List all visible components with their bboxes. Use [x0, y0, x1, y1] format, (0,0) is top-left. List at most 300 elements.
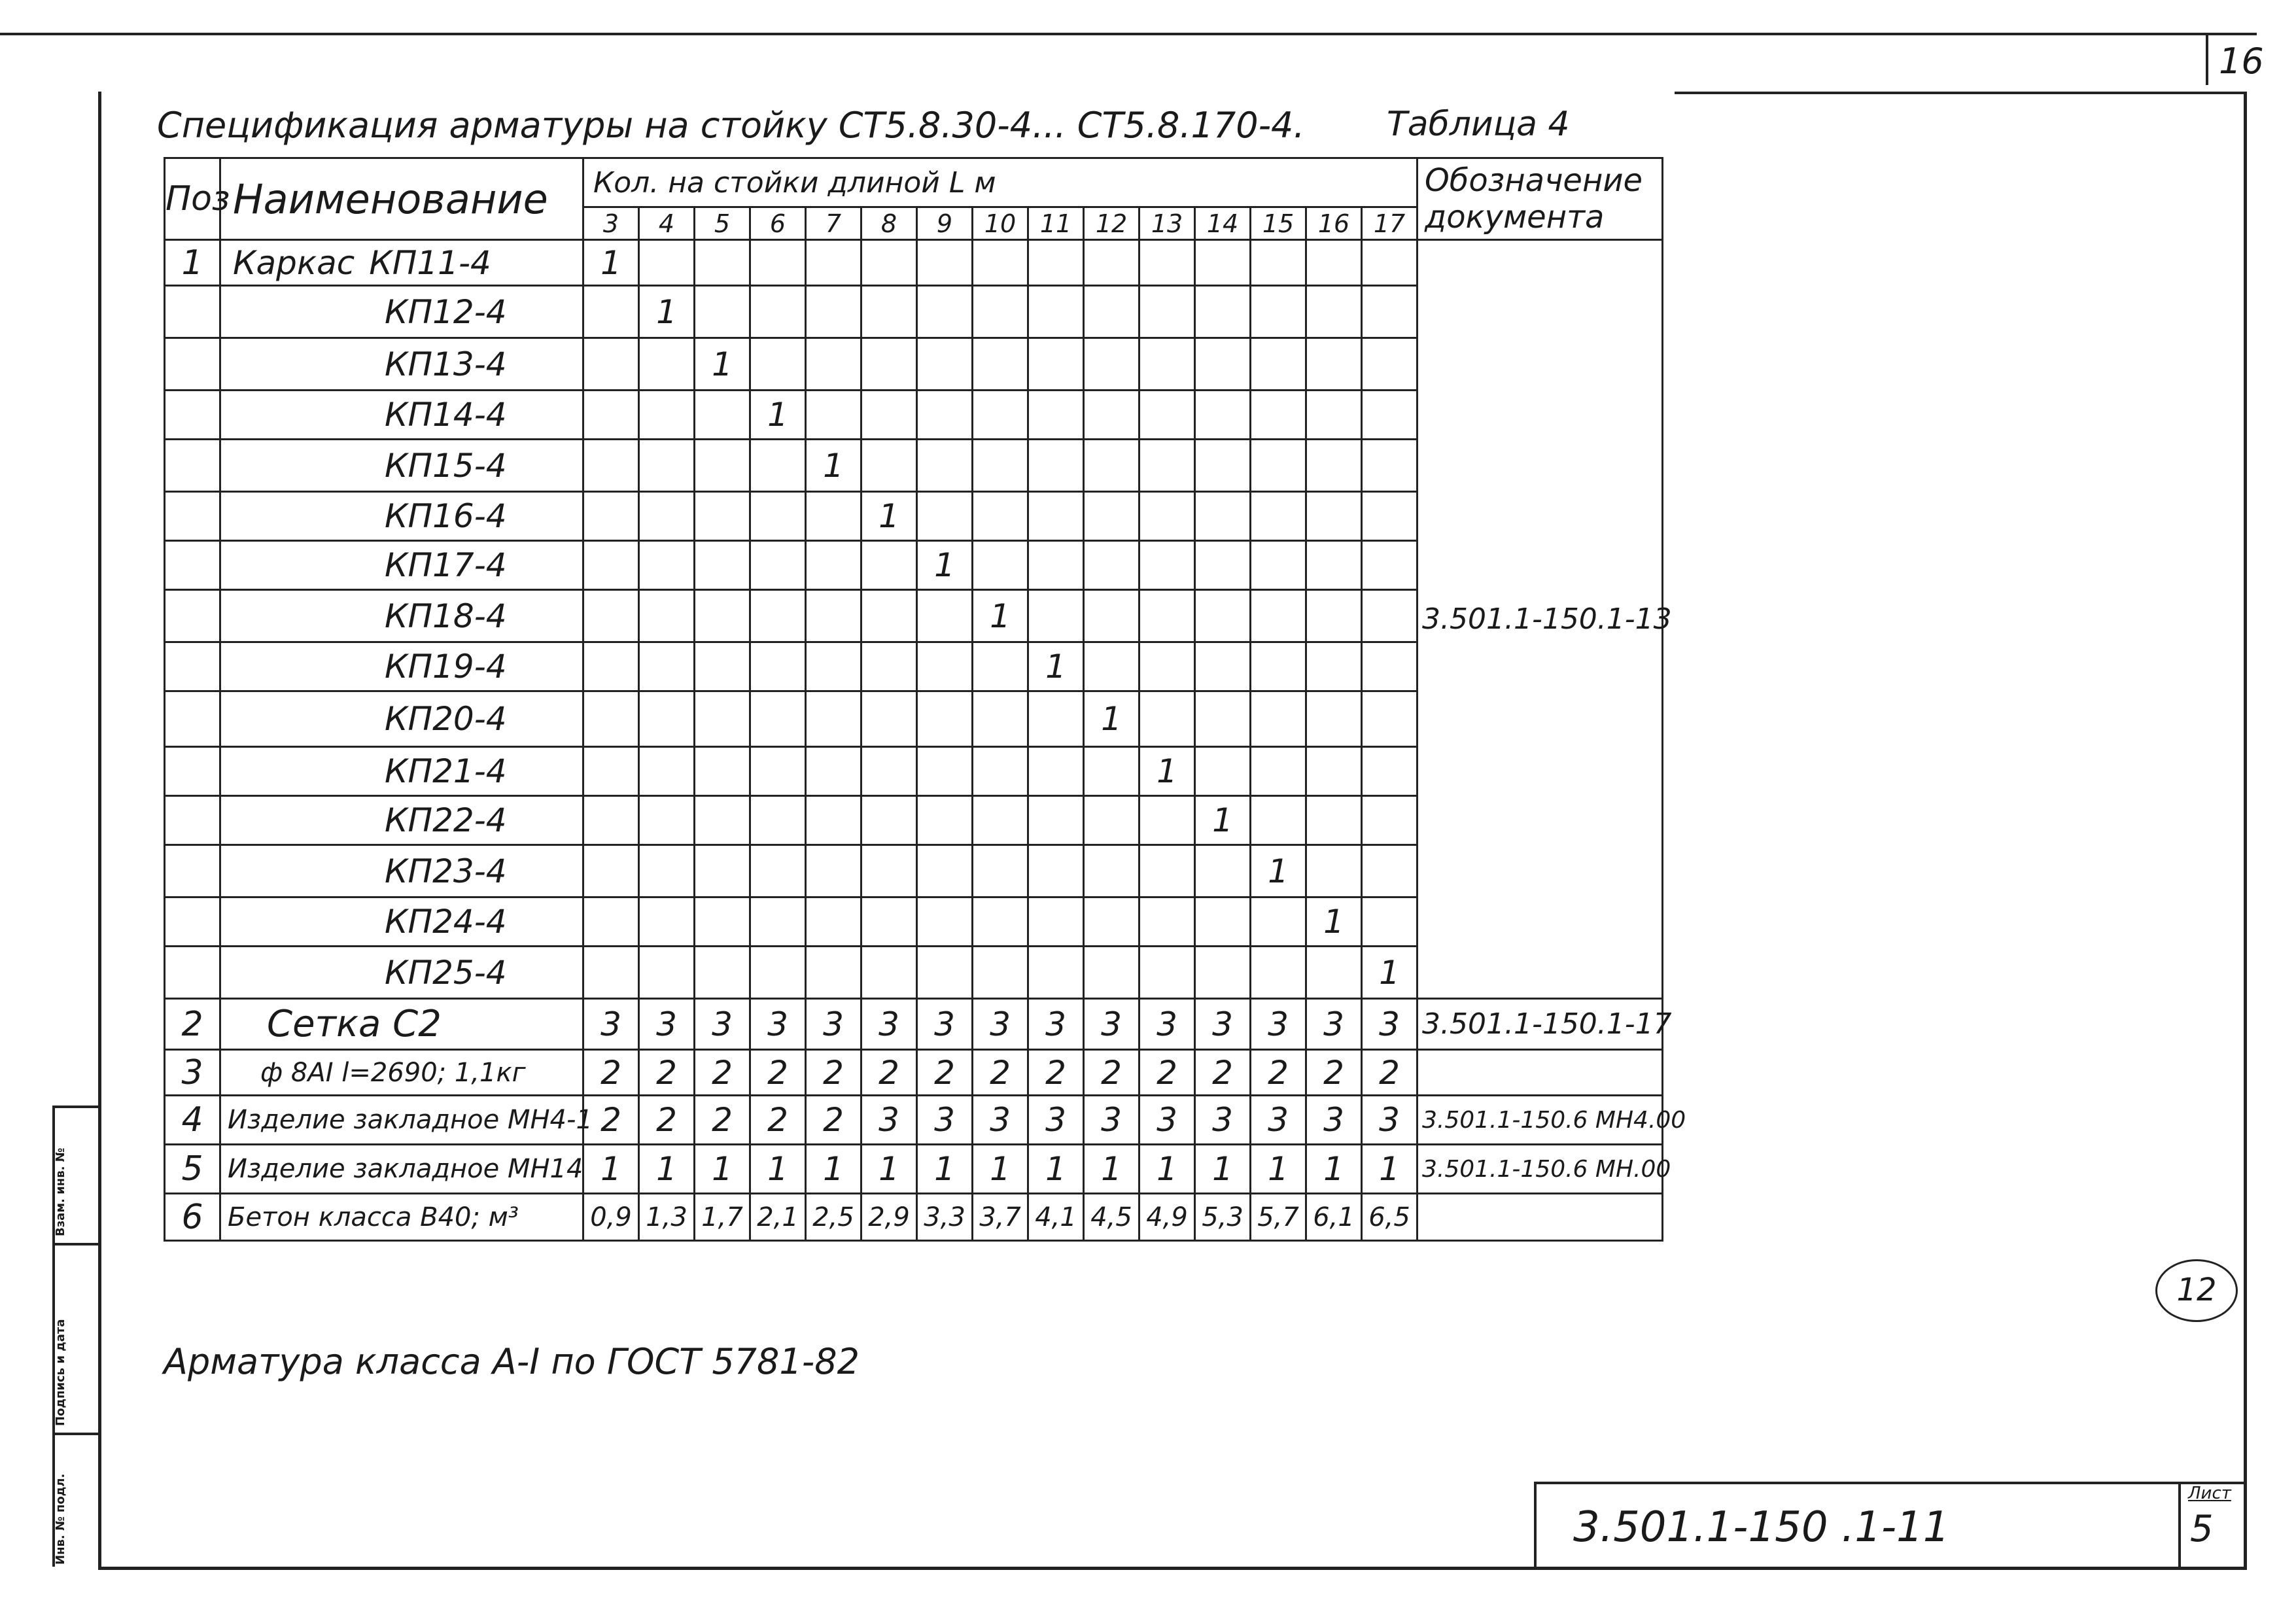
row-value: 3: [973, 999, 1028, 1050]
frame-qty-cell: [750, 642, 806, 691]
row-value: 3: [1139, 999, 1195, 1050]
row-value: 2: [806, 1050, 861, 1096]
frame-document: 3.501.1-150.1-13: [1418, 240, 1663, 999]
frame-qty-cell: [1084, 338, 1139, 391]
frame-qty-cell: [1084, 845, 1139, 897]
frame-qty-cell: [639, 440, 695, 492]
header-document: [1418, 158, 1663, 240]
row-value: 3: [1362, 1096, 1418, 1145]
frame-row: [165, 240, 1663, 286]
frame-qty-cell: [1084, 240, 1139, 286]
frame-qty-cell: [639, 691, 695, 747]
frame-qty-cell: [917, 590, 973, 642]
frame-qty-cell: [806, 845, 861, 897]
frame-mark: КП11-4: [369, 243, 491, 282]
frame-qty-cell: [861, 240, 917, 286]
frame-qty-cell: [1084, 286, 1139, 338]
frame-name: [220, 240, 583, 286]
frame-qty-cell: [583, 691, 639, 747]
frame-qty-cell: [1139, 492, 1195, 541]
row-pos: 4: [165, 1096, 220, 1145]
frame-qty-cell: [973, 492, 1028, 541]
frame-name: [220, 845, 583, 897]
document-code: 3.501.1-150 .1-11: [1573, 1503, 1950, 1552]
header-name: Наименование: [220, 158, 583, 240]
frame-qty-cell: [1362, 240, 1418, 286]
row-value: 1: [750, 1145, 806, 1194]
frame-qty-cell: [1028, 796, 1084, 845]
frame-pos: [165, 492, 220, 541]
frame-qty-cell: [1084, 796, 1139, 845]
row-value: 2: [750, 1096, 806, 1145]
length-col-12: 12: [1084, 207, 1139, 240]
frame-qty-cell: [917, 440, 973, 492]
row-value: 2: [583, 1050, 639, 1096]
frame-qty-cell: [861, 947, 917, 999]
frame-qty-cell: [806, 338, 861, 391]
frame-qty-cell: 1: [1028, 642, 1084, 691]
frame-qty-cell: [861, 338, 917, 391]
frame-mark: КП22-4: [385, 801, 507, 839]
row-value: 3: [1195, 999, 1251, 1050]
frame-name: [220, 691, 583, 747]
frame-pos: [165, 286, 220, 338]
frame-mark: КП21-4: [385, 752, 507, 790]
frame-qty-cell: [639, 492, 695, 541]
frame-qty-cell: [861, 796, 917, 845]
frame-qty-cell: [806, 691, 861, 747]
frame-qty-cell: [750, 338, 806, 391]
frame-qty-cell: [861, 691, 917, 747]
row-value: 1,3: [639, 1194, 695, 1241]
row-value: 1: [639, 1145, 695, 1194]
frame-qty-cell: [973, 391, 1028, 440]
frame-qty-cell: [973, 897, 1028, 947]
frame-qty-cell: [1306, 440, 1362, 492]
frame-qty-cell: [695, 947, 750, 999]
frame-name: [220, 440, 583, 492]
frame-qty-cell: [1084, 747, 1139, 796]
row-value: 1: [695, 1145, 750, 1194]
length-col-3: 3: [583, 207, 639, 240]
row-pos: 2: [165, 999, 220, 1050]
frame-qty-cell: [1251, 590, 1306, 642]
row-value: 1: [973, 1145, 1028, 1194]
frame-qty-cell: [695, 541, 750, 590]
row-value: 1,7: [695, 1194, 750, 1241]
frame-qty-cell: [1028, 492, 1084, 541]
frame-name: [220, 286, 583, 338]
row-value: 3: [583, 999, 639, 1050]
frame-qty-cell: [1362, 492, 1418, 541]
row-value: 3: [695, 999, 750, 1050]
frame-pos: [165, 747, 220, 796]
frame-pos: 1: [165, 240, 220, 286]
frame-qty-cell: [1362, 440, 1418, 492]
frame-group-label: Каркас: [233, 243, 355, 282]
stamp-line-2: [52, 1243, 98, 1245]
stamp-label-inventory: Инв. № подл.: [54, 1473, 67, 1565]
length-col-5: 5: [695, 207, 750, 240]
frame-qty-cell: [1306, 338, 1362, 391]
frame-qty-cell: [917, 747, 973, 796]
frame-name: [220, 338, 583, 391]
frame-qty-cell: [1362, 642, 1418, 691]
frame-qty-cell: [1195, 947, 1251, 999]
frame-mark: КП16-4: [385, 497, 507, 535]
row-value: 2,9: [861, 1194, 917, 1241]
frame-top-right-line: [1675, 92, 2244, 94]
row-value: 2: [973, 1050, 1028, 1096]
row-value: 4,1: [1028, 1194, 1084, 1241]
frame-mark: КП23-4: [385, 852, 507, 890]
frame-qty-cell: [750, 240, 806, 286]
frame-qty-cell: [917, 796, 973, 845]
frame-qty-cell: [1028, 391, 1084, 440]
frame-mark: КП20-4: [385, 700, 507, 738]
frame-qty-cell: [583, 845, 639, 897]
frame-qty-cell: [1362, 338, 1418, 391]
frame-qty-cell: [973, 691, 1028, 747]
frame-qty-cell: [1084, 590, 1139, 642]
frame-qty-cell: [583, 440, 639, 492]
frame-qty-cell: [1306, 691, 1362, 747]
frame-qty-cell: [695, 590, 750, 642]
frame-qty-cell: [973, 240, 1028, 286]
frame-qty-cell: [583, 391, 639, 440]
row-value: 3: [1362, 999, 1418, 1050]
frame-qty-cell: [1084, 897, 1139, 947]
row-document: [1418, 1194, 1663, 1241]
frame-qty-cell: [639, 391, 695, 440]
row-value: 0,9: [583, 1194, 639, 1241]
row-value: 2: [750, 1050, 806, 1096]
frame-qty-cell: [1251, 440, 1306, 492]
frame-qty-cell: [917, 492, 973, 541]
frame-qty-cell: [1084, 391, 1139, 440]
frame-qty-cell: [1195, 691, 1251, 747]
frame-qty-cell: [1139, 642, 1195, 691]
sheet-number-divider: [2206, 33, 2208, 85]
frame-qty-cell: [917, 286, 973, 338]
frame-qty-cell: [1028, 541, 1084, 590]
frame-qty-cell: [1139, 691, 1195, 747]
frame-qty-cell: [639, 541, 695, 590]
reinforcement-note: Арматура класса А-I по ГОСТ 5781-82: [164, 1341, 860, 1382]
row-value: 2,1: [750, 1194, 806, 1241]
row-value: 3: [639, 999, 695, 1050]
frame-qty-cell: [583, 492, 639, 541]
frame-qty-cell: [639, 338, 695, 391]
frame-qty-cell: 1: [973, 590, 1028, 642]
frame-qty-cell: [1028, 897, 1084, 947]
row-pos: 3: [165, 1050, 220, 1096]
frame-mark: КП18-4: [385, 597, 507, 635]
frame-qty-cell: [750, 747, 806, 796]
spec-row: [165, 1050, 1663, 1096]
frame-qty-cell: [861, 897, 917, 947]
row-name: Бетон класса В40; м³: [220, 1194, 583, 1241]
frame-qty-cell: [1084, 541, 1139, 590]
frame-qty-cell: [1028, 286, 1084, 338]
frame-qty-cell: [1139, 338, 1195, 391]
frame-qty-cell: [639, 845, 695, 897]
frame-qty-cell: [1195, 492, 1251, 541]
frame-qty-cell: [1084, 642, 1139, 691]
header-pos: Поз: [165, 158, 220, 240]
row-value: 3: [1084, 1096, 1139, 1145]
row-value: 3: [1028, 999, 1084, 1050]
frame-qty-cell: [750, 541, 806, 590]
frame-qty-cell: [583, 747, 639, 796]
spec-row: [165, 1194, 1663, 1241]
frame-qty-cell: [1195, 338, 1251, 391]
row-value: 3: [750, 999, 806, 1050]
frame-mark: КП24-4: [385, 903, 507, 941]
row-value: 2: [1251, 1050, 1306, 1096]
frame-qty-cell: [1251, 897, 1306, 947]
frame-qty-cell: [1028, 338, 1084, 391]
frame-qty-cell: [695, 286, 750, 338]
row-value: 1: [583, 1145, 639, 1194]
frame-qty-cell: [1139, 845, 1195, 897]
frame-mark: КП13-4: [385, 345, 507, 383]
frame-qty-cell: [1251, 947, 1306, 999]
row-value: 3: [1251, 999, 1306, 1050]
frame-qty-cell: [806, 391, 861, 440]
length-col-14: 14: [1195, 207, 1251, 240]
row-document: [1418, 1050, 1663, 1096]
frame-qty-cell: [1139, 286, 1195, 338]
frame-qty-cell: [973, 338, 1028, 391]
frame-qty-cell: [695, 642, 750, 691]
frame-qty-cell: [861, 541, 917, 590]
frame-qty-cell: [1195, 391, 1251, 440]
frame-qty-cell: [973, 541, 1028, 590]
frame-qty-cell: [695, 747, 750, 796]
frame-qty-cell: [1195, 440, 1251, 492]
frame-qty-cell: [861, 845, 917, 897]
frame-qty-cell: [861, 440, 917, 492]
row-value: 3: [1195, 1096, 1251, 1145]
frame-pos: [165, 947, 220, 999]
row-document: 3.501.1-150.6 МН4.00: [1418, 1096, 1663, 1145]
frame-qty-cell: [1362, 796, 1418, 845]
row-value: 3: [1139, 1096, 1195, 1145]
frame-left-line: [98, 92, 101, 1567]
frame-qty-cell: [1195, 747, 1251, 796]
frame-qty-cell: 1: [1251, 845, 1306, 897]
frame-qty-cell: [1195, 642, 1251, 691]
frame-qty-cell: [1362, 590, 1418, 642]
row-name: Изделие закладное МН14: [220, 1145, 583, 1194]
table-caption: Спецификация арматуры на стойку СТ5.8.30-4... СТ5.8.170-4.: [157, 105, 1305, 146]
row-value: 2,5: [806, 1194, 861, 1241]
frame-qty-cell: [861, 747, 917, 796]
frame-qty-cell: [973, 747, 1028, 796]
sheet-label: Лист: [2188, 1484, 2231, 1503]
frame-qty-cell: [917, 642, 973, 691]
frame-qty-cell: 1: [695, 338, 750, 391]
frame-qty-cell: [806, 796, 861, 845]
frame-qty-cell: 1: [1306, 897, 1362, 947]
sheet-number: 16: [2219, 41, 2264, 82]
frame-qty-cell: [1306, 541, 1362, 590]
frame-mark: КП14-4: [385, 396, 507, 434]
frame-qty-cell: [917, 691, 973, 747]
frame-qty-cell: [1139, 440, 1195, 492]
row-document: 3.501.1-150.1-17: [1418, 999, 1663, 1050]
frame-name: [220, 796, 583, 845]
row-value: 3: [973, 1096, 1028, 1145]
frame-qty-cell: 1: [861, 492, 917, 541]
spec-row: [165, 1096, 1663, 1145]
row-value: 3: [806, 999, 861, 1050]
frame-mark: КП19-4: [385, 648, 507, 686]
frame-qty-cell: [973, 440, 1028, 492]
row-value: 6,5: [1362, 1194, 1418, 1241]
frame-qty-cell: [583, 642, 639, 691]
frame-right-line: [2244, 92, 2247, 1567]
frame-qty-cell: [861, 391, 917, 440]
frame-pos: [165, 642, 220, 691]
row-value: 1: [861, 1145, 917, 1194]
frame-qty-cell: [973, 286, 1028, 338]
frame-name: [220, 642, 583, 691]
row-value: 3: [861, 1096, 917, 1145]
row-value: 2: [695, 1096, 750, 1145]
frame-qty-cell: [750, 897, 806, 947]
frame-qty-cell: [1251, 796, 1306, 845]
row-value: 2: [1084, 1050, 1139, 1096]
frame-qty-cell: [583, 897, 639, 947]
frame-qty-cell: [806, 947, 861, 999]
frame-pos: [165, 590, 220, 642]
top-border-line: [0, 33, 2257, 35]
frame-qty-cell: [917, 338, 973, 391]
row-pos: 5: [165, 1145, 220, 1194]
row-value: 2: [917, 1050, 973, 1096]
frame-qty-cell: [750, 691, 806, 747]
spec-row: [165, 1145, 1663, 1194]
length-col-6: 6: [750, 207, 806, 240]
header-row: [165, 158, 1663, 207]
frame-qty-cell: [1084, 947, 1139, 999]
sheet-value: 5: [2190, 1508, 2214, 1550]
length-col-4: 4: [639, 207, 695, 240]
frame-qty-cell: [583, 590, 639, 642]
row-value: 4,5: [1084, 1194, 1139, 1241]
frame-qty-cell: [695, 240, 750, 286]
frame-qty-cell: [1028, 747, 1084, 796]
frame-qty-cell: [1251, 286, 1306, 338]
row-value: 6,1: [1306, 1194, 1362, 1241]
frame-qty-cell: [917, 845, 973, 897]
frame-qty-cell: [1306, 391, 1362, 440]
frame-name: [220, 947, 583, 999]
row-value: 2: [1306, 1050, 1362, 1096]
length-col-15: 15: [1251, 207, 1306, 240]
frame-qty-cell: [973, 796, 1028, 845]
header-document-text: Обозначение документа: [1425, 162, 1643, 235]
row-value: 2: [1028, 1050, 1084, 1096]
frame-pos: [165, 541, 220, 590]
frame-qty-cell: [1139, 391, 1195, 440]
frame-qty-cell: [861, 590, 917, 642]
frame-qty-cell: [695, 691, 750, 747]
frame-qty-cell: [1362, 747, 1418, 796]
frame-qty-cell: 1: [917, 541, 973, 590]
frame-qty-cell: [861, 286, 917, 338]
frame-qty-cell: [583, 796, 639, 845]
row-value: 2: [1195, 1050, 1251, 1096]
row-value: 3,7: [973, 1194, 1028, 1241]
frame-mark: КП25-4: [385, 953, 507, 992]
row-name: Сетка С2: [220, 999, 583, 1050]
row-name: ф 8АI l=2690; 1,1кг: [220, 1050, 583, 1096]
frame-qty-cell: [1028, 440, 1084, 492]
frame-qty-cell: [1084, 492, 1139, 541]
length-col-17: 17: [1362, 207, 1418, 240]
table-label: Таблица 4: [1387, 105, 1570, 144]
frame-qty-cell: [639, 796, 695, 845]
frame-qty-cell: [1028, 590, 1084, 642]
frame-name: [220, 590, 583, 642]
frame-mark: КП15-4: [385, 446, 507, 485]
row-value: 3: [1084, 999, 1139, 1050]
row-value: 2: [861, 1050, 917, 1096]
frame-qty-cell: [1139, 796, 1195, 845]
frame-qty-cell: [1251, 492, 1306, 541]
length-col-16: 16: [1306, 207, 1362, 240]
frame-name: [220, 541, 583, 590]
frame-name: [220, 897, 583, 947]
frame-qty-cell: [1028, 240, 1084, 286]
frame-qty-cell: [639, 897, 695, 947]
frame-qty-cell: [1251, 642, 1306, 691]
frame-qty-cell: [1139, 947, 1195, 999]
row-value: 1: [1306, 1145, 1362, 1194]
frame-qty-cell: 1: [1362, 947, 1418, 999]
length-col-13: 13: [1139, 207, 1195, 240]
frame-qty-cell: [750, 796, 806, 845]
frame-qty-cell: [583, 338, 639, 391]
title-block-sheet-divider: [2178, 1482, 2181, 1567]
frame-qty-cell: [806, 590, 861, 642]
stamp-label-signature: Подпись и дата: [54, 1319, 67, 1426]
frame-qty-cell: [1139, 590, 1195, 642]
frame-qty-cell: [1195, 286, 1251, 338]
frame-qty-cell: [1306, 747, 1362, 796]
frame-qty-cell: [695, 845, 750, 897]
seal-mark: 12: [2155, 1259, 2238, 1322]
frame-qty-cell: 1: [583, 240, 639, 286]
frame-qty-cell: [1251, 541, 1306, 590]
frame-qty-cell: [695, 391, 750, 440]
frame-pos: [165, 391, 220, 440]
frame-qty-cell: [1306, 642, 1362, 691]
frame-qty-cell: [639, 642, 695, 691]
frame-qty-cell: [861, 642, 917, 691]
frame-qty-cell: [806, 541, 861, 590]
frame-qty-cell: [1139, 240, 1195, 286]
frame-qty-cell: [583, 541, 639, 590]
frame-pos: [165, 338, 220, 391]
row-value: 2: [639, 1050, 695, 1096]
row-value: 3,3: [917, 1194, 973, 1241]
row-document: 3.501.1-150.6 МН.00: [1418, 1145, 1663, 1194]
frame-qty-cell: [1306, 240, 1362, 286]
